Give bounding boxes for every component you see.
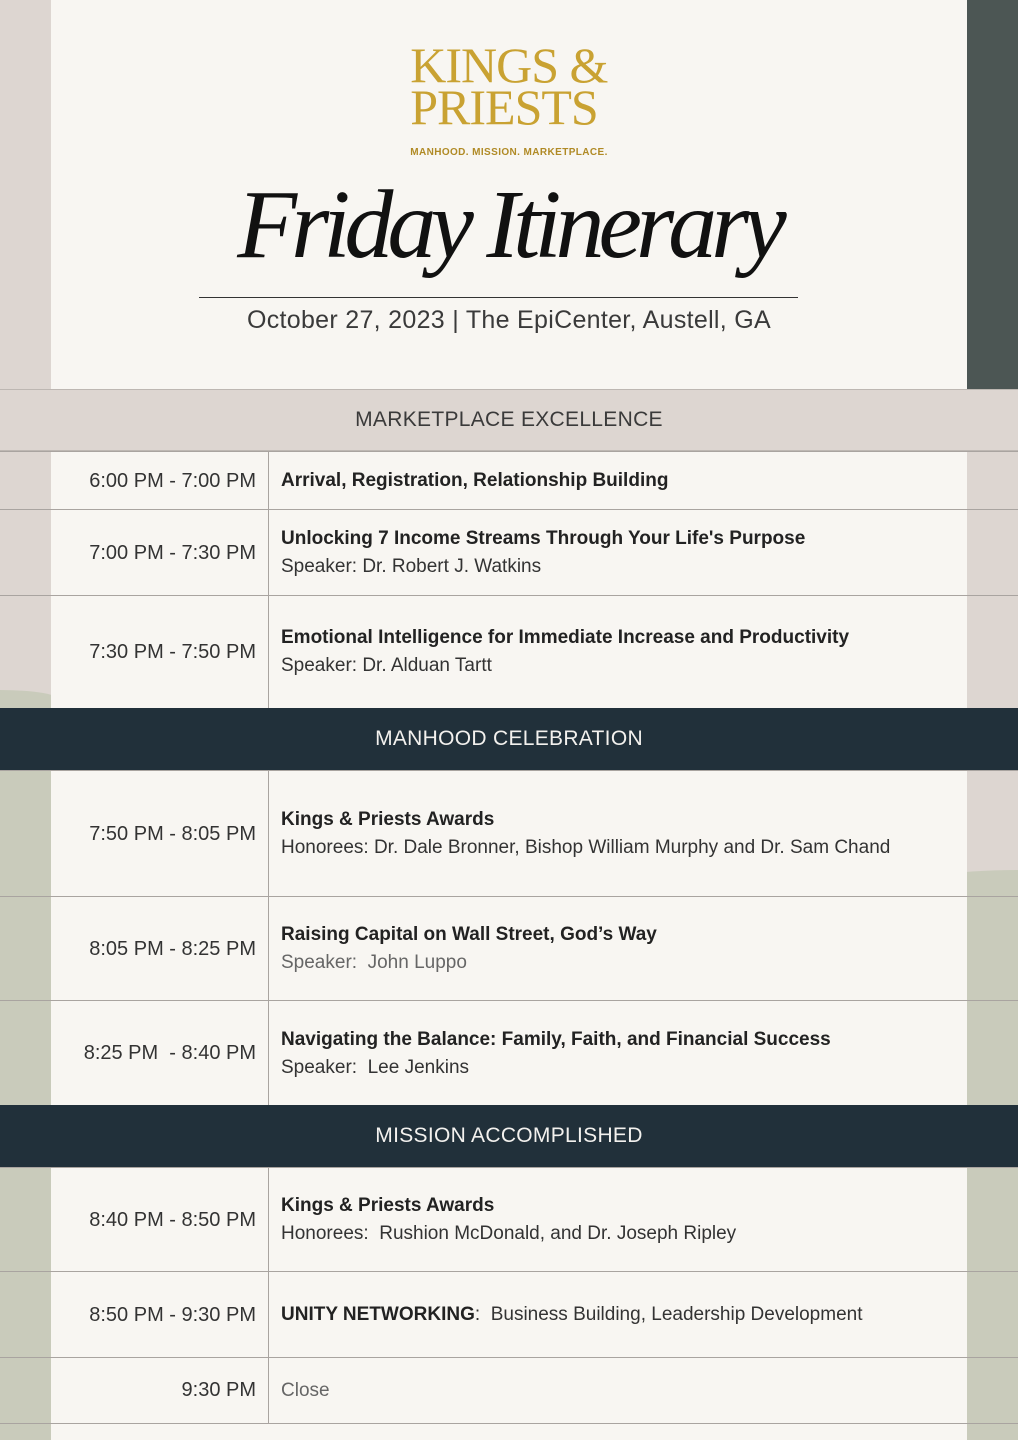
section-header-marketplace: MARKETPLACE EXCELLENCE: [0, 389, 1018, 451]
session-speaker: Speaker: Lee Jenkins: [281, 1056, 470, 1078]
schedule-row: [0, 1271, 1018, 1358]
session-title: Arrival, Registration, Relationship Building: [281, 470, 669, 491]
session-honorees: Honorees: Rushion McDonald, and Dr. Joseph Ripley: [281, 1223, 737, 1244]
session-title: Raising Capital on Wall Street, God’s Way: [281, 924, 657, 945]
schedule-row: [0, 451, 1018, 510]
column-divider: [268, 1168, 269, 1272]
row-time: 8:25 PM - 8:40 PM: [83, 1042, 256, 1064]
logo-line-2: PRIESTS: [410, 79, 598, 135]
session-speaker: Speaker: Dr. Alduan Tartt: [281, 655, 492, 676]
schedule-row: [0, 770, 1018, 897]
session-honorees: Honorees: Dr. Dale Bronner, Bishop William Murphy and Dr. Sam Chand: [281, 837, 891, 858]
column-divider: [268, 897, 269, 1001]
session-title: Navigating the Balance: Family, Faith, and Financial Success: [281, 1028, 831, 1050]
schedule-row: [0, 1167, 1018, 1272]
brand-logo: [0, 37, 1018, 174]
row-description: [281, 1358, 958, 1423]
row-time: 7:30 PM - 7:50 PM: [89, 640, 256, 663]
row-time: 8:40 PM - 8:50 PM: [89, 1208, 256, 1231]
row-description: [281, 596, 958, 708]
session-title: UNITY NETWORKING: [281, 1304, 475, 1325]
row-description: [281, 1272, 958, 1358]
column-divider: [268, 1001, 269, 1106]
page-title: Friday Itinerary: [237, 171, 781, 279]
schedule-row: [0, 1357, 1018, 1424]
row-time: 8:05 PM - 8:25 PM: [89, 937, 256, 960]
row-description: [281, 510, 958, 596]
event-date: October 27, 2023: [246, 306, 445, 334]
logo-wordmark: [410, 37, 608, 174]
session-title: Emotional Intelligence for Immediate Increase and Productivity: [281, 627, 850, 648]
session-close: Close: [281, 1379, 330, 1401]
session-title: Kings & Priests Awards: [281, 809, 495, 830]
section-header-manhood: MANHOOD CELEBRATION: [0, 708, 1018, 770]
row-description: [281, 771, 958, 897]
column-divider: [268, 1272, 269, 1358]
row-description: [281, 1001, 958, 1106]
column-divider: [268, 452, 269, 510]
row-time: 7:50 PM - 8:05 PM: [89, 822, 256, 845]
column-divider: [268, 771, 269, 897]
schedule-row: [0, 595, 1018, 708]
row-time: 6:00 PM - 7:00 PM: [89, 469, 256, 492]
session-line: [281, 1301, 958, 1329]
section-header-mission: MISSION ACCOMPLISHED: [0, 1105, 1018, 1167]
schedule-row: [0, 896, 1018, 1001]
row-description: [281, 452, 958, 510]
row-time: 9:30 PM: [181, 1379, 256, 1401]
logo-tagline: MANHOOD. MISSION. MARKETPLACE.: [410, 147, 608, 158]
event-venue: The EpiCenter, Austell, GA: [465, 306, 772, 334]
event-info: [0, 306, 1018, 335]
column-divider: [268, 510, 269, 596]
schedule-row: [0, 509, 1018, 596]
column-divider: [268, 1358, 269, 1423]
row-time: 8:50 PM - 9:30 PM: [89, 1303, 256, 1326]
title-divider: [199, 297, 798, 298]
row-description: [281, 1168, 958, 1272]
session-speaker: Speaker: John Luppo: [281, 952, 467, 973]
session-details: : Business Building, Leadership Development: [474, 1304, 863, 1325]
session-speaker: Speaker: Dr. Robert J. Watkins: [281, 556, 542, 577]
schedule-row: [0, 1000, 1018, 1106]
session-title: Kings & Priests Awards: [281, 1195, 495, 1216]
row-description: [281, 897, 958, 1001]
info-separator: |: [452, 306, 460, 334]
row-time: 7:00 PM - 7:30 PM: [89, 541, 256, 564]
column-divider: [268, 596, 269, 708]
logo-line-1: KINGS &: [410, 37, 608, 93]
session-title: Unlocking 7 Income Streams Through Your Life's Purpose: [281, 528, 806, 549]
